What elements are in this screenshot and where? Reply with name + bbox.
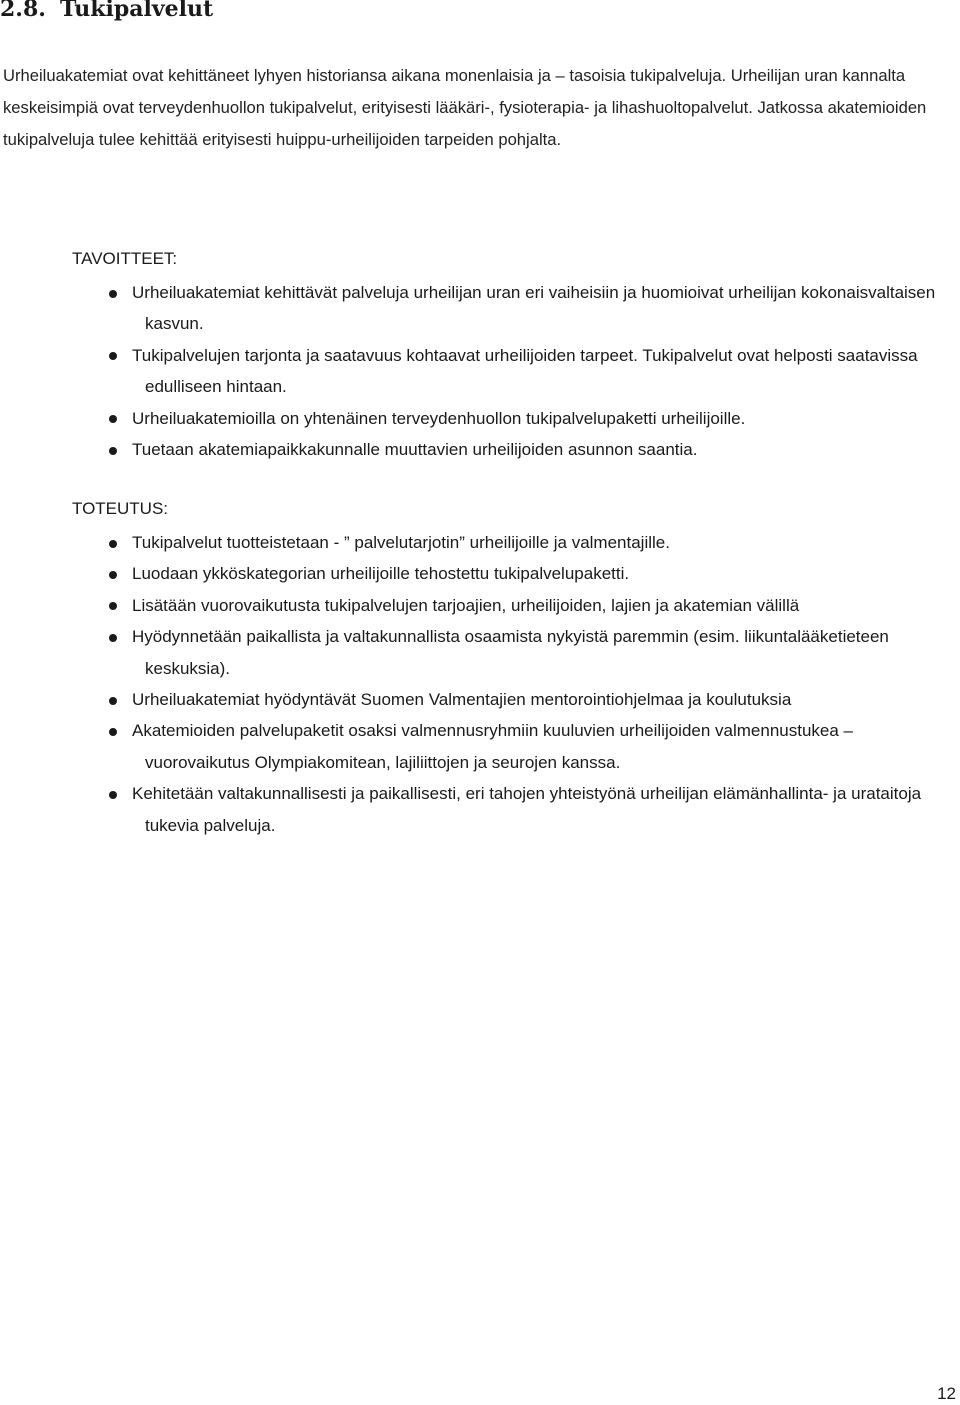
list-item	[0, 715, 945, 778]
bullet-icon	[109, 571, 117, 579]
section-heading	[0, 0, 213, 24]
toteutus-label: TOTEUTUS:	[72, 499, 169, 518]
list-item	[0, 590, 945, 621]
list-item	[0, 340, 945, 403]
bullet-icon	[109, 728, 117, 736]
list-item-text: Tukipalvelut tuotteistetaan - ” palvelutarjotin” urheilijoille ja valmentajille.	[132, 533, 670, 552]
toteutus-list	[0, 527, 945, 841]
page-number: 12	[937, 1384, 956, 1403]
list-item-text: Luodaan ykköskategorian urheilijoille tehostettu tukipalvelupaketti.	[132, 564, 630, 584]
section-number: 2.8.	[0, 0, 46, 22]
list-item	[0, 527, 945, 558]
bullet-icon	[109, 352, 117, 360]
list-item	[0, 558, 945, 589]
list-item	[0, 277, 945, 340]
intro-text: Urheiluakatemiat ovat kehittäneet lyhyen historiansa aikana monenlaisia ja – tasoisia tukipalveluja. Urheilijan uran kannalta keskeisimpiä ovat terveydenhuollon tukipalvelut, erityisesti lääkäri-, fysioterapia- ja lihashuoltopalvelut. Jatkossa akatemioiden tukipalveluja tulee kehittää erityisesti huippu-urheilijoiden tarpeiden pohjalta.	[3, 66, 927, 149]
bullet-icon	[109, 540, 117, 548]
tavoitteet-list	[0, 277, 945, 465]
bullet-icon	[109, 447, 117, 455]
bullet-icon	[109, 697, 117, 705]
tavoitteet-label: TAVOITTEET:	[72, 249, 178, 268]
list-item-text: Tuetaan akatemiapaikkakunnalle muuttavien urheilijoiden asunnon saantia.	[132, 440, 698, 460]
list-item-text: Tukipalvelujen tarjonta ja saatavuus kohtaavat urheilijoiden tarpeet. Tukipalvelut ovat helposti saatavissa edulliseen hintaan.	[132, 345, 918, 397]
bullet-icon	[109, 634, 117, 642]
bullet-icon	[109, 290, 117, 298]
list-item-text: Urheiluakatemiat hyödyntävät Suomen Valmentajien mentorointiohjelmaa ja koulutuksia	[132, 690, 792, 710]
list-item	[0, 778, 945, 841]
list-item-text: Lisätään vuorovaikutusta tukipalvelujen tarjoajien, urheilijoiden, lajien ja akatemian välillä	[132, 595, 800, 615]
bullet-icon	[109, 602, 117, 610]
list-item-text: Kehitetään valtakunnallisesti ja paikallisesti, eri tahojen yhteistyönä urheilijan elämänhallinta- ja urataitoja tukevia palveluja.	[132, 784, 922, 835]
bullet-icon	[109, 791, 117, 799]
intro-paragraph	[3, 60, 953, 156]
bullet-icon	[109, 415, 117, 423]
section-title: Tukipalvelut	[59, 0, 214, 22]
list-item	[0, 621, 945, 684]
list-item-text: Urheiluakatemioilla on yhtenäinen terveydenhuollon tukipalvelupaketti urheilijoille.	[132, 408, 746, 428]
list-item	[0, 403, 945, 434]
list-item-text: Urheiluakatemiat kehittävät palveluja urheilijan uran eri vaiheisiin ja huomioivat urheilijan kokonaisvaltaisen kasvun.	[132, 283, 936, 334]
list-item	[0, 434, 945, 465]
list-item-text: Akatemioiden palvelupaketit osaksi valmennusryhmiin kuuluvien urheilijoiden valmennustukea – vuorovaikutus Olympiakomitean, lajiliittojen ja seurojen kanssa.	[132, 721, 854, 772]
list-item-text: Hyödynnetään paikallista ja valtakunnallista osaamista nykyistä paremmin (esim. liikuntalääketieteen keskuksia).	[132, 627, 889, 678]
list-item	[0, 684, 945, 715]
